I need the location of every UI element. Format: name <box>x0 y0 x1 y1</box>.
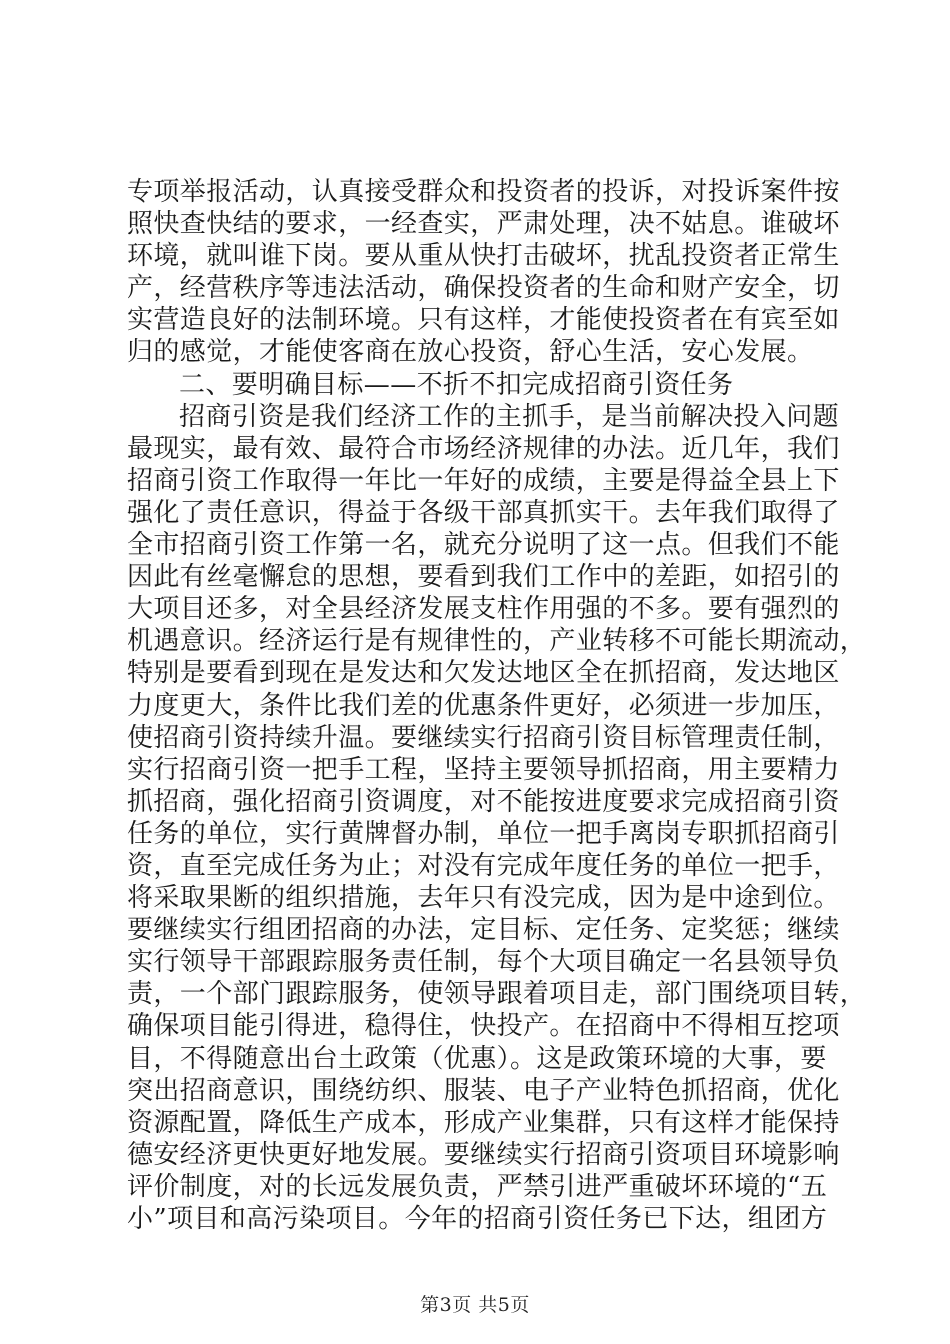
text-line: 实营造良好的法制环境。只有这样，才能使投资者在有宾至如 <box>127 305 840 336</box>
text-line: 责，一个部门跟踪服务，使领导跟着项目走，部门围绕项目转， <box>127 979 867 1010</box>
text-line: 大项目还多，对全县经济发展支柱作用强的不多。要有强烈的 <box>127 594 840 625</box>
text-line: 将采取果断的组织措施，去年只有没完成，因为是中途到位。 <box>127 883 840 914</box>
text-line: 力度更大，条件比我们差的优惠条件更好，必须进一步加压， <box>127 690 840 721</box>
text-line: 因此有丝毫懈怠的思想，要看到我们工作中的差距，如招引的 <box>127 562 840 593</box>
text-line: 最现实，最有效、最符合市场经济规律的办法。近几年，我们 <box>127 433 840 464</box>
text-line: 归的感觉，才能使客商在放心投资，舒心生活，安心发展。 <box>127 337 814 368</box>
text-line: 目，不得随意出台土政策（优惠）。这是政策环境的大事，要 <box>127 1043 827 1074</box>
text-line: 实行领导干部跟踪服务责任制，每个大项目确定一名县领导负 <box>127 947 840 978</box>
text-line: 机遇意识。经济运行是有规律性的，产业转移不可能长期流动， <box>127 626 867 657</box>
text-line: 抓招商，强化招商引资调度，对不能按进度要求完成招商引资 <box>127 786 840 817</box>
text-line: 招商引资工作取得一年比一年好的成绩，主要是得益全县上下 <box>127 465 840 496</box>
text-line: 二、要明确目标——不折不扣完成招商引资任务 <box>179 369 734 400</box>
text-line: 德安经济更快更好地发展。要继续实行招商引资项目环境影响 <box>127 1139 840 1170</box>
text-line: 环境，就叫谁下岗。要从重从快打击破坏，扰乱投资者正常生 <box>127 241 840 272</box>
text-line: 招商引资是我们经济工作的主抓手，是当前解决投入问题 <box>179 401 840 432</box>
text-line: 评价制度，对的长远发展负责，严禁引进严重破坏环境的“五 <box>127 1171 828 1202</box>
text-line: 实行招商引资一把手工程，坚持主要领导抓招商，用主要精力 <box>127 754 840 785</box>
text-line: 特别是要看到现在是发达和欠发达地区全在抓招商，发达地区 <box>127 658 840 689</box>
text-line: 资，直至完成任务为止；对没有完成年度任务的单位一把手， <box>127 850 840 881</box>
text-line: 小”项目和高污染项目。今年的招商引资任务已下达，组团方 <box>127 1204 828 1234</box>
text-line: 任务的单位，实行黄牌督办制，单位一把手离岗专职抓招商引 <box>127 818 840 849</box>
text-line: 专项举报活动，认真接受群众和投资者的投诉，对投诉案件按 <box>127 177 840 207</box>
text-line: 资源配置，降低生产成本，形成产业集群，只有这样才能保持 <box>127 1107 840 1138</box>
text-line: 突出招商意识，围绕纺织、服装、电子产业特色抓招商，优化 <box>127 1075 840 1106</box>
page-footer: 第3页 共5页 <box>420 1294 530 1316</box>
text-line: 产，经营秩序等违法活动，确保投资者的生命和财产安全，切 <box>127 273 840 304</box>
body-text <box>127 176 867 1235</box>
text-line: 全市招商引资工作第一名，就充分说明了这一点。但我们不能 <box>127 530 840 561</box>
text-line: 强化了责任意识，得益于各级干部真抓实干。去年我们取得了 <box>127 497 840 528</box>
text-line: 要继续实行组团招商的办法，定目标、定任务、定奖惩；继续 <box>127 915 840 946</box>
text-line: 使招商引资持续升温。要继续实行招商引资目标管理责任制， <box>127 722 840 753</box>
text-line: 照快查快结的要求，一经查实，严肃处理，决不姑息。谁破坏 <box>127 209 840 240</box>
text-line: 确保项目能引得进，稳得住，快投产。在招商中不得相互挖项 <box>127 1011 840 1042</box>
